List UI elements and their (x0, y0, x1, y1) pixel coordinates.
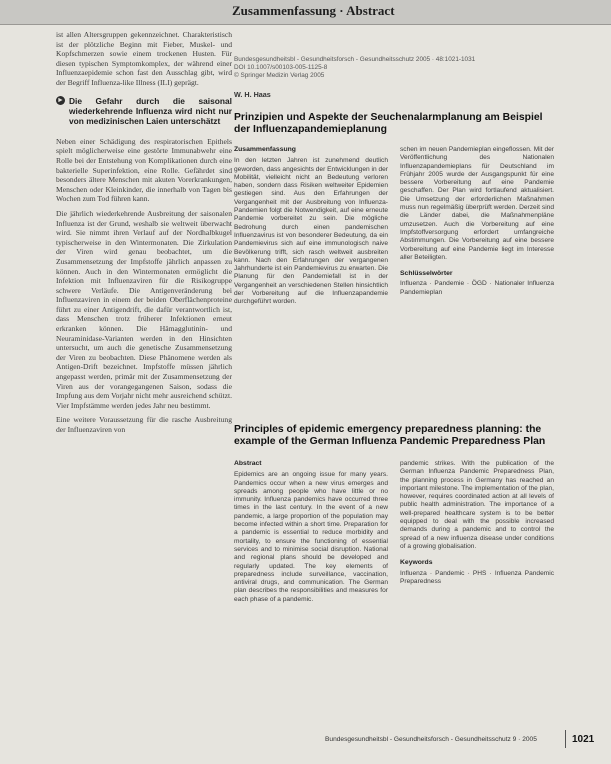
meta-citation: Bundesgesundheitsbl - Gesundheitsforsch - Gesundheitsschutz 2005 · 48:1021-1031 (234, 56, 476, 63)
abstract-label: Abstract (234, 460, 262, 467)
left-subheading-text: Die Gefahr durch die saisonal wiederkehrende Influenza wird nicht nur von medizinischen Laien unterschätzt (69, 95, 232, 127)
bullet-arrow-icon: ► (57, 96, 64, 104)
left-paragraph-2: Neben einer Schädigung des respiratorischen Epithels spielt möglicherweise eine gestörte Immunabwehr eine Rolle bei der Entstehung von Komplikationen durch eine bakterielle Superinfektion, eine Rolle. Gefährdet sind besonders ältere Menschen mit akuten Vorerkrankungen, Menschen oder Kleinkinder, die innerhalb von Tagen bis Wochen zum Tod führen kann. (56, 136, 232, 204)
abstract-section (234, 460, 554, 604)
left-paragraph-1: ist allen Altersgruppen gekennzeichnet. Charakteristisch ist der plötzliche Beginn mit Fieber, Muskel- und Kopfschmerzen sowie einem trockenen Husten. Für diesen typischen Symptomkomplex, der während einer Influenzaepidemie schon fast den Ausschlag gibt, wird der Begriff Influenza-like Illness (ILI) geprägt. (56, 30, 232, 87)
abstract-right-text: pandemic strikes. With the publication of the German Influenza Pandemic Preparedness Plan, the planning process in Germany has reached an important milestone. The implementation of the plan, however, requires coordinated action at all levels of public health administration. The importance of a well-prepared healthcare system is to be better equipped to deal with the possible increased demands during a pandemic and to control the spread of a new influenza disease under conditions of a growing globalisation. (400, 460, 554, 550)
zusammenfassung-left-column (234, 146, 388, 307)
article-title-german: Prinzipien und Aspekte der Seuchenalarmplanung am Beispiel der Influenzapandemieplanung (234, 112, 543, 136)
section-header (0, 0, 611, 25)
footer-divider (565, 730, 566, 748)
footer-journal: Bundesgesundheitsbl - Gesundheitsforsch - Gesundheitsschutz 9 · 2005 (325, 736, 537, 743)
schluesselwoerter-label: Schlüsselwörter (400, 270, 453, 278)
keywords-text: Influenza · Pandemic · PHS · Influenza Pandemic Preparedness (400, 569, 554, 585)
abstract-left-column (234, 460, 388, 604)
meta-copyright: © Springer Medizin Verlag 2005 (234, 72, 325, 79)
article-title-english: Principles of epidemic emergency preparedness planning: the example of the German Influenza Pandemic Preparedness Plan (234, 424, 546, 448)
page-number: 1021 (572, 734, 595, 745)
zusammenfassung-right-text: schen im neuen Pandemieplan eingeflossen. Mit der Veröffentlichung des Nationalen Influenzapandemieplans für Deutschland im Frühjahr 2005 wurde der Ausgangspunkt für eine bessere Vorbereitung auf eine Pandemie geschaffen. Der Plan wird fortlaufend aktualisiert. Die Umsetzung der erforderlichen Maßnahmen muss nun regelmäßig überprüft werden. Derzeit sind die Länder dabei, die Maßnahmenpläne umzusetzen. Auch die Vorbereitung auf eine Impfstoffversorgung erfordert umfangreiche Abstimmungen. Die Vorbereitung auf eine bessere Vorbereitung auf eine Pandemie liegt im Interesse aller Beteiligten. (400, 146, 554, 261)
left-subheading (56, 96, 232, 127)
section-label: Zusammenfassung · Abstract (232, 3, 395, 18)
zusammenfassung-section (234, 146, 554, 307)
keywords-label: Keywords (400, 559, 433, 567)
article-author: W. H. Haas (234, 90, 271, 99)
meta-doi: DOI 10.1007/s00103-005-1125-8 (234, 64, 328, 71)
zusammenfassung-left-text: In den letzten Jahren ist zunehmend deutlich geworden, dass angesichts der Entwicklungen in der Mobilität, vielleicht nicht an Bedeutung verloren haben, sondern dass Risiken weltweiter Epidemien gestiegen sind. Aus den Erfahrungen der Vergangenheit mit der Ausbreitung von Influenza-Pandemien folgt die Notwendigkeit, auf eine erneute Pandemie vorbereitet zu sein. Die mögliche Bedrohung durch einen pandemischen Influenzavirus ist von besonderer Bedeutung, da ein Pandemievirus sich auf eine immunologisch naive Bevölkerung trifft, sich rasch weltweit ausbreiten kann. Nach den Erfahrungen der vergangenen Jahrhunderte ist ein Pandemievirus zu erwarten. Die Planung für den Pandemiefall ist in der Vergangenheit an verschiedenen Stellen hinsichtlich der Vorbereitung auf die Influenzapandemie durchgeführt worden. (234, 157, 388, 306)
left-column-body (56, 30, 232, 440)
article-meta (234, 56, 514, 80)
left-paragraph-4: Eine weitere Voraussetzung für die rasche Ausbreitung der Influenzaviren von (56, 415, 232, 434)
abstract-left-text: Epidemics are an ongoing issue for many years. Pandemics occur when a new virus emerges and spreads among people who have little or no immunity. Influenza pandemics have occurred three times in the last century. In the event of a new pandemic, a large proportion of the population may become infected within a short time. Preparation for a pandemic is essential to reduce morbidity and mortality, to ensure the functioning of essential services and to minimise social disruption. National and regional plans should be developed and regularly updated. The key elements of preparedness include surveillance, vaccination, antiviral drugs, and communication. The German plan describes the responsibilities and measures for each phase of a pandemic. (234, 471, 388, 603)
abstract-right-column (400, 460, 554, 604)
zusammenfassung-right-column (400, 146, 554, 307)
schluesselwoerter-text: Influenza · Pandemie · ÖGD · Nationaler Influenza Pandemieplan (400, 280, 554, 296)
zusammenfassung-label: Zusammenfassung (234, 146, 296, 153)
left-paragraph-3: Die jährlich wiederkehrende Ausbreitung der saisonalen Influenza ist der Grund, weshalb sie weltweit überwacht wird. Sie nimmt ihren Verlauf auf der Nordhalbkugel typischerweise in den Wintermonaten. Die Zirkulation der Viren wird genau beobachtet, um die Zusammensetzung der Impfstoffe jährlich anpassen zu können. Auch in den Wintermonaten ermöglicht die Infektion mit Influenzaviren für die Risikogruppe schwere Verläufe. Die Antigenveränderung bei Influenzaviren in einem der beiden Oberflächenproteine führt zu einer Antigendrift, die dafür verantwortlich ist, dass Menschen trotz früherer Infektionen erneut erkranken können. Die Hämagglutinin- und Neuraminidase-Varianten werden in den Hinsichten untersucht, um auch die genetische Zusammensetzung der Viren zu beobachten. Diese Phänomene werden als Antigen-Drift bezeichnet. Impfstoffe müssen jährlich angepasst werden, primär mit der Zusammensetzung der Viren aus der vorangegangenen Saison, sodass die Impfung aus dem Vorjahr nicht mehr ausreichend schützt. Vier Impfstämme werden jedes Jahr neu bestimmt. (56, 208, 232, 410)
